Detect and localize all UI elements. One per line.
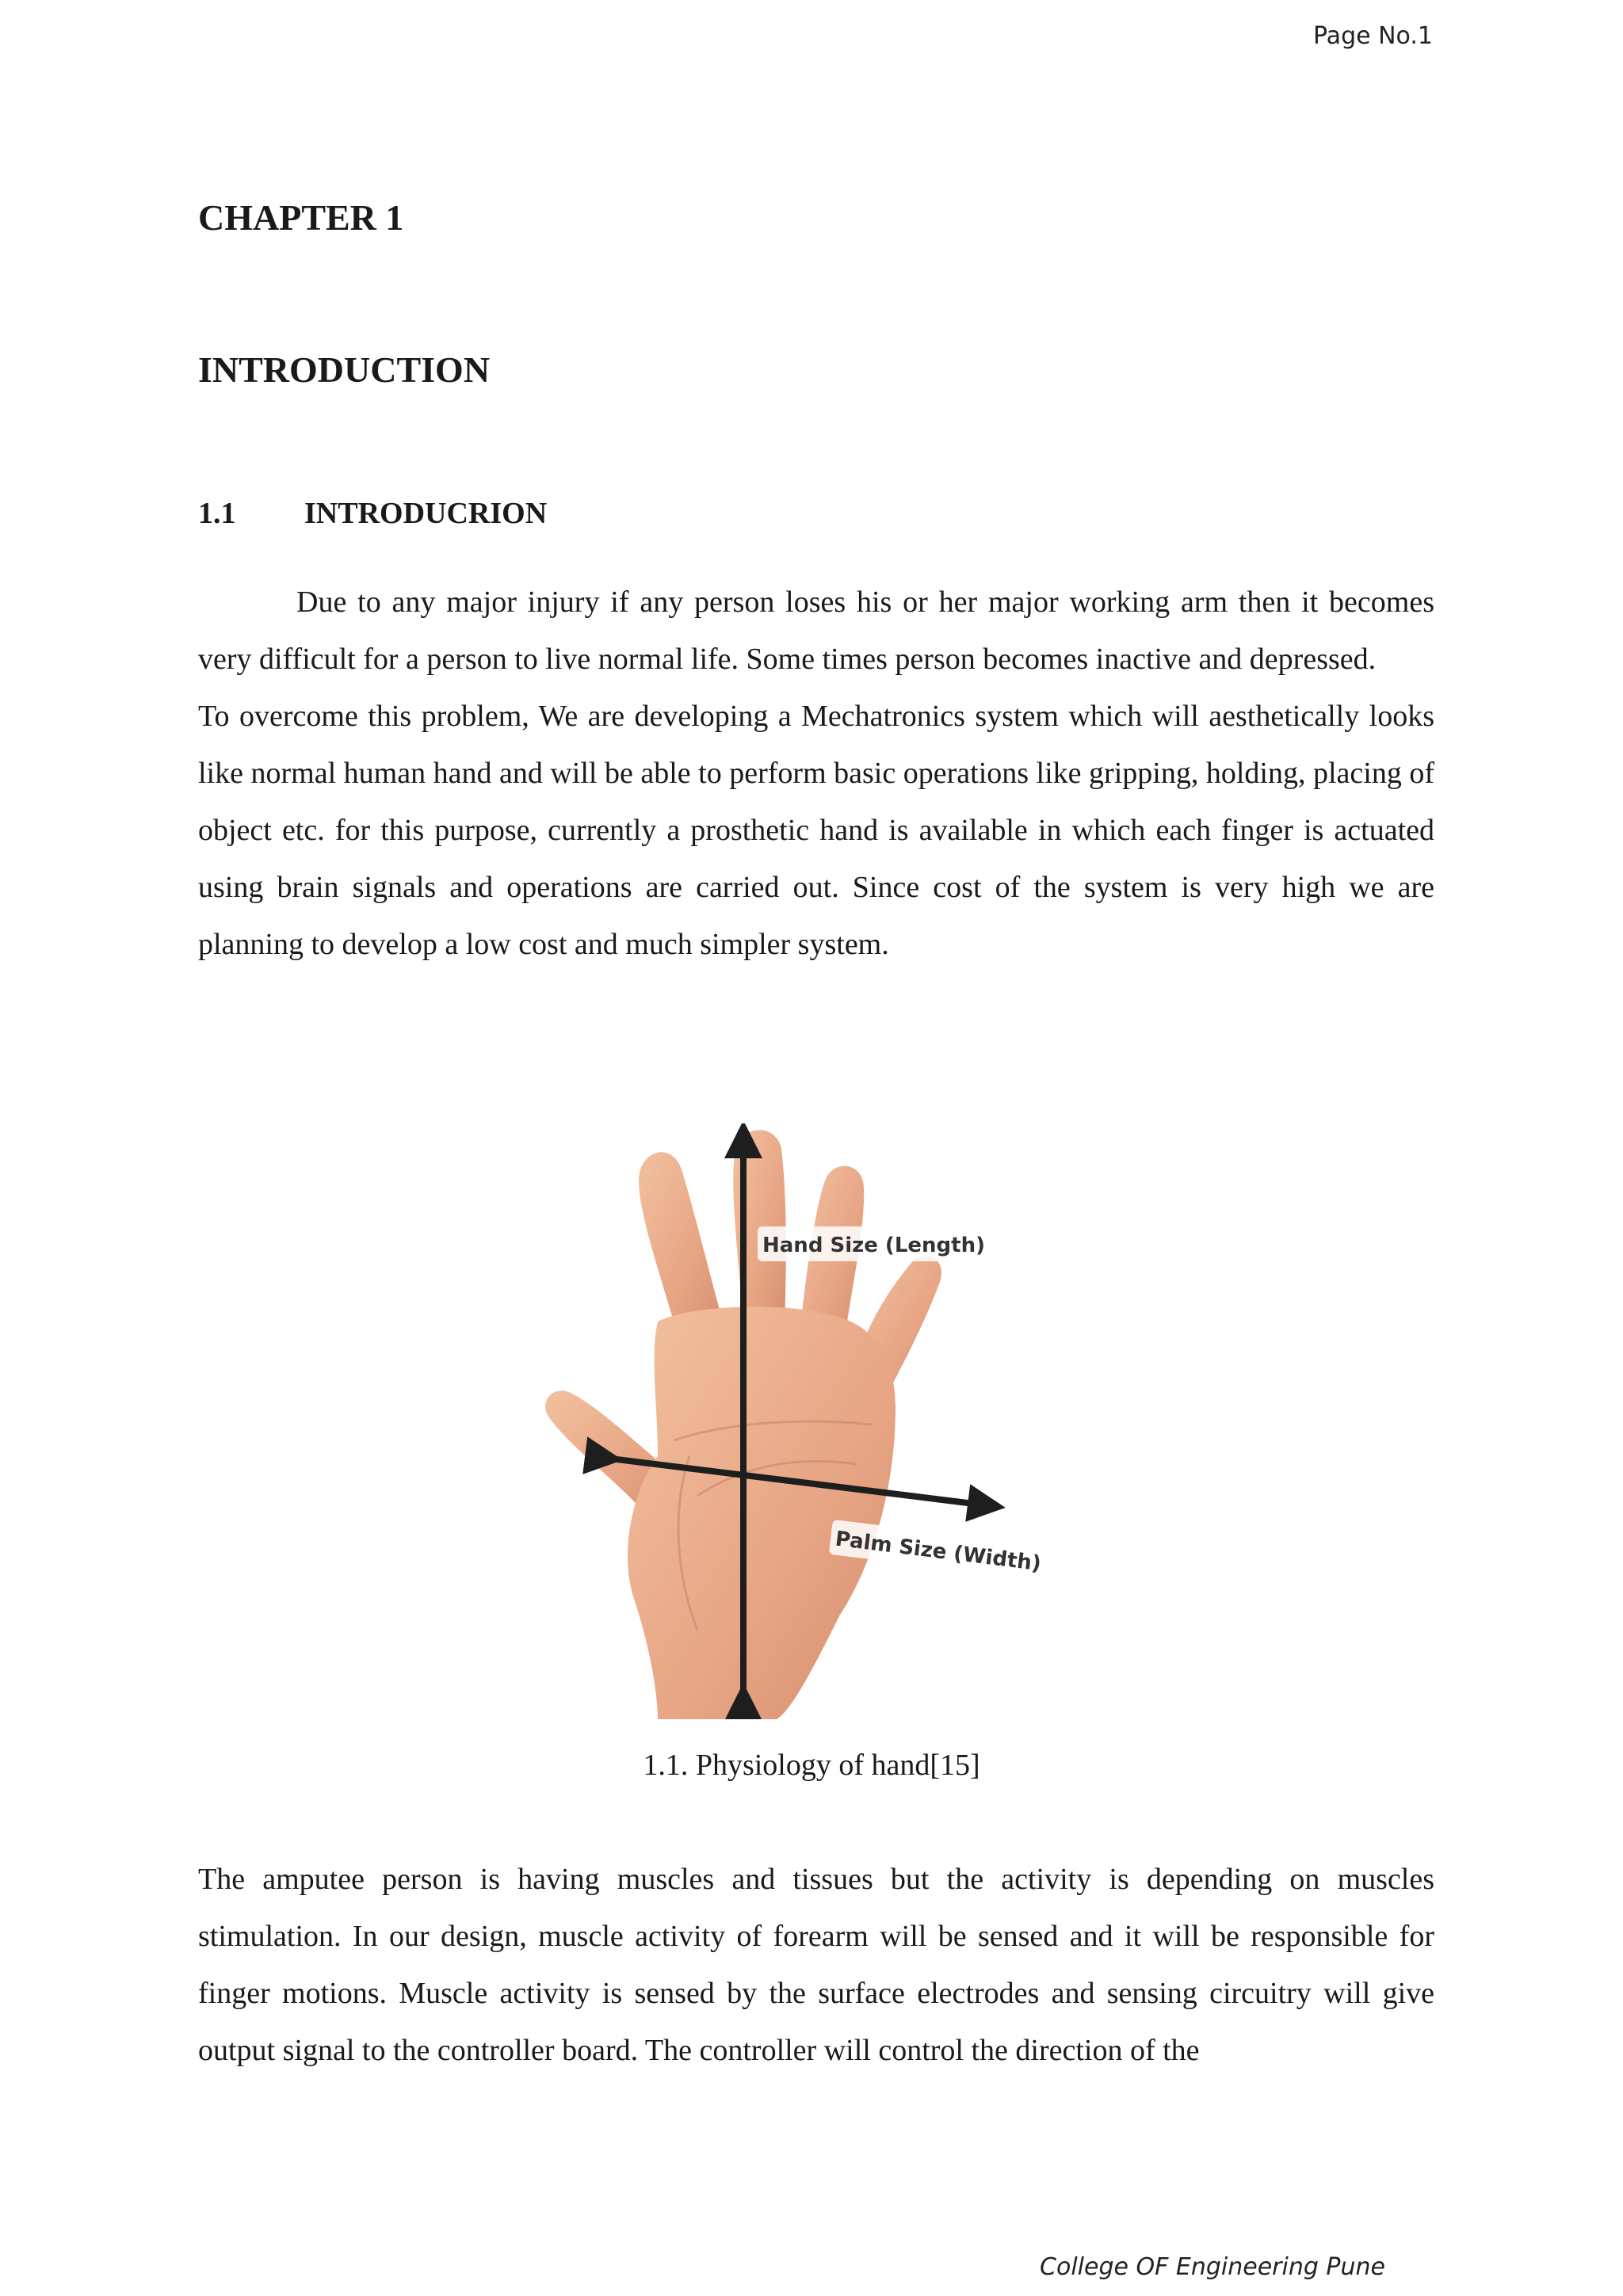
length-label: Hand Size (Length): [762, 1234, 985, 1257]
paragraph-1: Due to any major injury if any person loses his or her major working arm then it becomes very difficult for a person to live normal life. Some times person becomes inactive and depressed.: [198, 585, 1434, 676]
section-number: 1.1: [198, 497, 236, 530]
page-footer: College OF Engineering Pune: [1040, 2253, 1385, 2281]
chapter-title: INTRODUCTION: [198, 349, 491, 390]
intro-text-block: [198, 574, 1434, 973]
section-title: INTRODUCRION: [304, 497, 548, 530]
paragraph-3: The amputee person is having muscles and tissues but the activity is depending on muscles stimulation. In our design, muscle activity of forearm will be sensed and it will be responsible for finger motions. Muscle activity is sensed by the surface electrodes and sensing circuitry will give output signal to the controller board. The controller will control the direction of the: [198, 1863, 1434, 2067]
paragraph-2: To overcome this problem, We are developing a Mechatronics system which will aesthetically looks like normal human hand and will be able to perform basic operations like gripping, holding, placing of object etc. for this purpose, currently a prosthetic hand is available in which each finger is actuated using brain signals and operations are carried out. Since cost of the system is very high we are planning to develop a low cost and much simpler system.: [198, 700, 1434, 961]
chapter-label: CHAPTER 1: [198, 197, 404, 238]
length-label-group: [758, 1226, 985, 1261]
section-heading: [198, 496, 547, 531]
width-label: Palm Size (Width): [834, 1527, 1043, 1577]
continuation-text-block: [198, 1851, 1434, 2079]
hand-illustration: [539, 1123, 1094, 1719]
figure-caption: 1.1. Physiology of hand[15]: [643, 1749, 980, 1782]
page-number: Page No.1: [1312, 22, 1433, 50]
hand-figure: [539, 1123, 1094, 1719]
